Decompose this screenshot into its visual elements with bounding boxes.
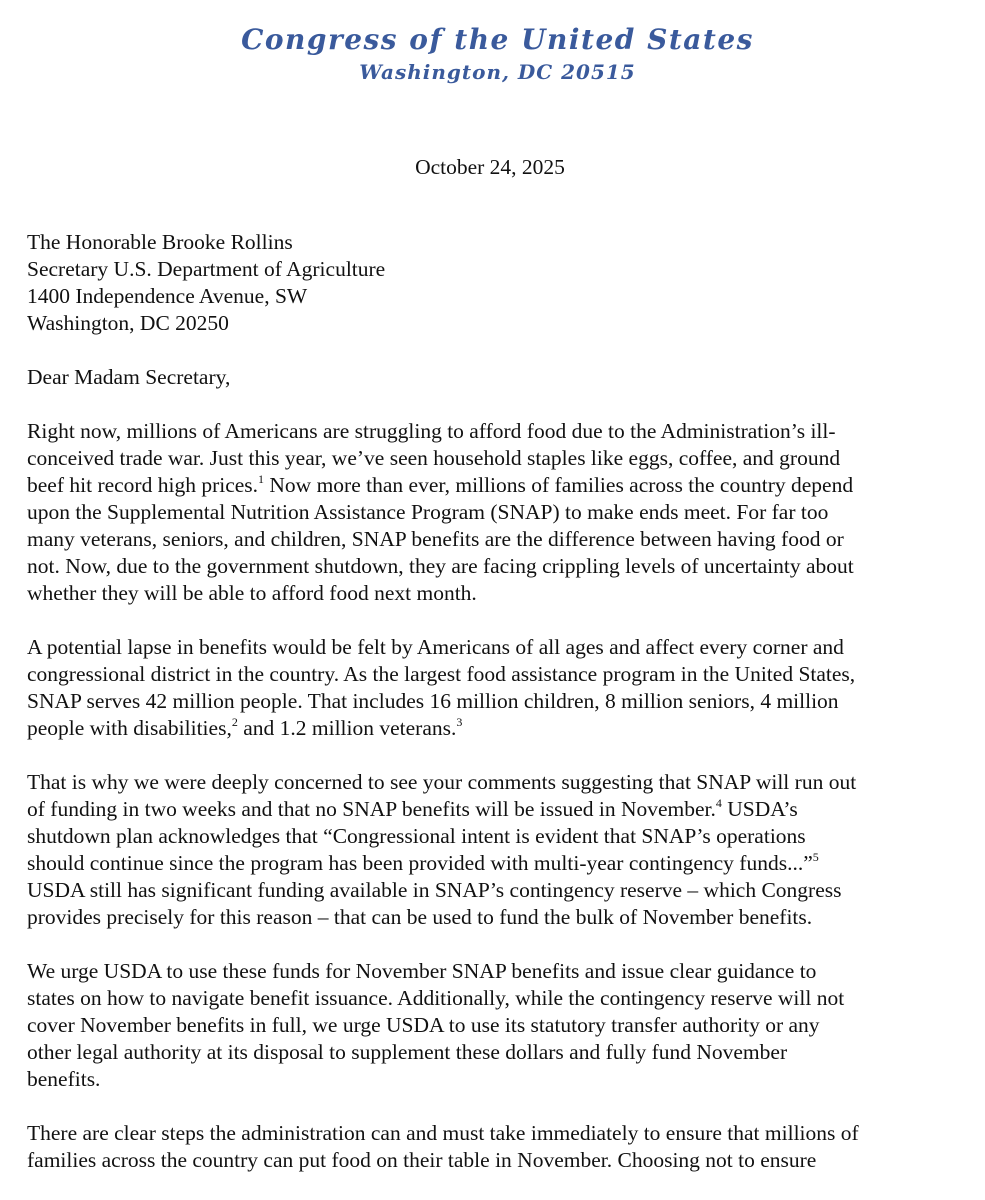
line-text: should continue since the program has been provided with multi-year contingency funds...” xyxy=(27,851,813,875)
text-line xyxy=(27,769,962,796)
text-line xyxy=(27,1120,962,1147)
letterhead-title: Congress of the United States xyxy=(241,23,754,56)
line-text: families across the country can put food on their table in November. Choosing not to ensure xyxy=(27,1148,817,1172)
line-text: beef hit record high prices. xyxy=(27,473,259,497)
line-text: provides precisely for this reason – that can be used to fund the bulk of November benefits. xyxy=(27,905,813,929)
text-line xyxy=(27,1147,962,1174)
line-text: We urge USDA to use these funds for November SNAP benefits and issue clear guidance to xyxy=(27,959,817,983)
letterhead-subtitle: Washington, DC 20515 xyxy=(359,60,636,84)
recipient-title: Secretary U.S. Department of Agriculture xyxy=(27,257,386,281)
recipient-name: The Honorable Brooke Rollins xyxy=(27,230,293,254)
text-line xyxy=(27,472,962,499)
line-text: That is why we were deeply concerned to see your comments suggesting that SNAP will run out xyxy=(27,770,857,794)
line-text: conceived trade war. Just this year, we’ve seen household staples like eggs, coffee, and ground xyxy=(27,446,841,470)
line-text: There are clear steps the administration can and must take immediately to ensure that millions of xyxy=(27,1121,859,1145)
letterhead xyxy=(0,22,985,86)
text-line xyxy=(27,850,962,877)
recipient-address xyxy=(27,229,962,337)
line-text: USDA still has significant funding available in SNAP’s contingency reserve – which Congress xyxy=(27,878,842,902)
line-text: not. Now, due to the government shutdown, they are facing crippling levels of uncertainty about xyxy=(27,554,854,578)
paragraph xyxy=(27,634,962,742)
line-text-continued: USDA’s xyxy=(721,797,798,821)
text-line xyxy=(27,985,962,1012)
text-line xyxy=(27,688,962,715)
line-text: upon the Supplemental Nutrition Assistance Program (SNAP) to make ends meet. For far too xyxy=(27,500,829,524)
text-line xyxy=(27,553,962,580)
text-line xyxy=(27,823,962,850)
text-line xyxy=(27,526,962,553)
paragraph xyxy=(27,418,962,607)
text-line xyxy=(27,661,962,688)
line-text: many veterans, seniors, and children, SNAP benefits are the difference between having food or xyxy=(27,527,844,551)
salutation: Dear Madam Secretary, xyxy=(27,365,231,389)
line-text: whether they will be able to afford food next month. xyxy=(27,581,477,605)
line-text: states on how to navigate benefit issuance. Additionally, while the contingency reserve will not xyxy=(27,986,845,1010)
text-line xyxy=(27,958,962,985)
line-text: people with disabilities, xyxy=(27,716,232,740)
text-line xyxy=(27,796,962,823)
text-line xyxy=(27,445,962,472)
line-text: shutdown plan acknowledges that “Congressional intent is evident that SNAP’s operations xyxy=(27,824,806,848)
paragraph xyxy=(27,769,962,931)
paragraph xyxy=(27,1120,962,1174)
footnote-ref: 3 xyxy=(456,715,463,729)
text-line xyxy=(27,418,962,445)
recipient-city: Washington, DC 20250 xyxy=(27,311,229,335)
line-text: Right now, millions of Americans are struggling to afford food due to the Administration’s ill- xyxy=(27,419,836,443)
footnote-ref: 5 xyxy=(812,850,819,864)
line-text: of funding in two weeks and that no SNAP benefits will be issued in November. xyxy=(27,797,716,821)
text-line xyxy=(27,715,962,742)
line-text: SNAP serves 42 million people. That includes 16 million children, 8 million seniors, 4 million xyxy=(27,689,839,713)
line-text: benefits. xyxy=(27,1067,101,1091)
text-line xyxy=(27,877,962,904)
letter-body xyxy=(27,229,962,1174)
line-text: congressional district in the country. As the largest food assistance program in the United States, xyxy=(27,662,856,686)
paragraph xyxy=(27,958,962,1093)
text-line xyxy=(27,634,962,661)
line-text: cover November benefits in full, we urge USDA to use its statutory transfer authority or any xyxy=(27,1013,820,1037)
letter-date: October 24, 2025 xyxy=(415,155,565,179)
text-line xyxy=(27,1012,962,1039)
footnote-ref: 2 xyxy=(231,715,238,729)
text-line xyxy=(27,580,962,607)
text-line xyxy=(27,499,962,526)
line-text-continued: and 1.2 million veterans. xyxy=(237,716,457,740)
line-text: A potential lapse in benefits would be felt by Americans of all ages and affect every corner and xyxy=(27,635,844,659)
text-line xyxy=(27,1066,962,1093)
recipient-street: 1400 Independence Avenue, SW xyxy=(27,284,308,308)
text-line xyxy=(27,1039,962,1066)
footnote-ref: 1 xyxy=(258,472,265,486)
text-line xyxy=(27,904,962,931)
line-text: other legal authority at its disposal to supplement these dollars and fully fund November xyxy=(27,1040,788,1064)
footnote-ref: 4 xyxy=(715,796,722,810)
paragraphs xyxy=(27,418,962,1174)
line-text-continued: Now more than ever, millions of families across the country depend xyxy=(264,473,854,497)
